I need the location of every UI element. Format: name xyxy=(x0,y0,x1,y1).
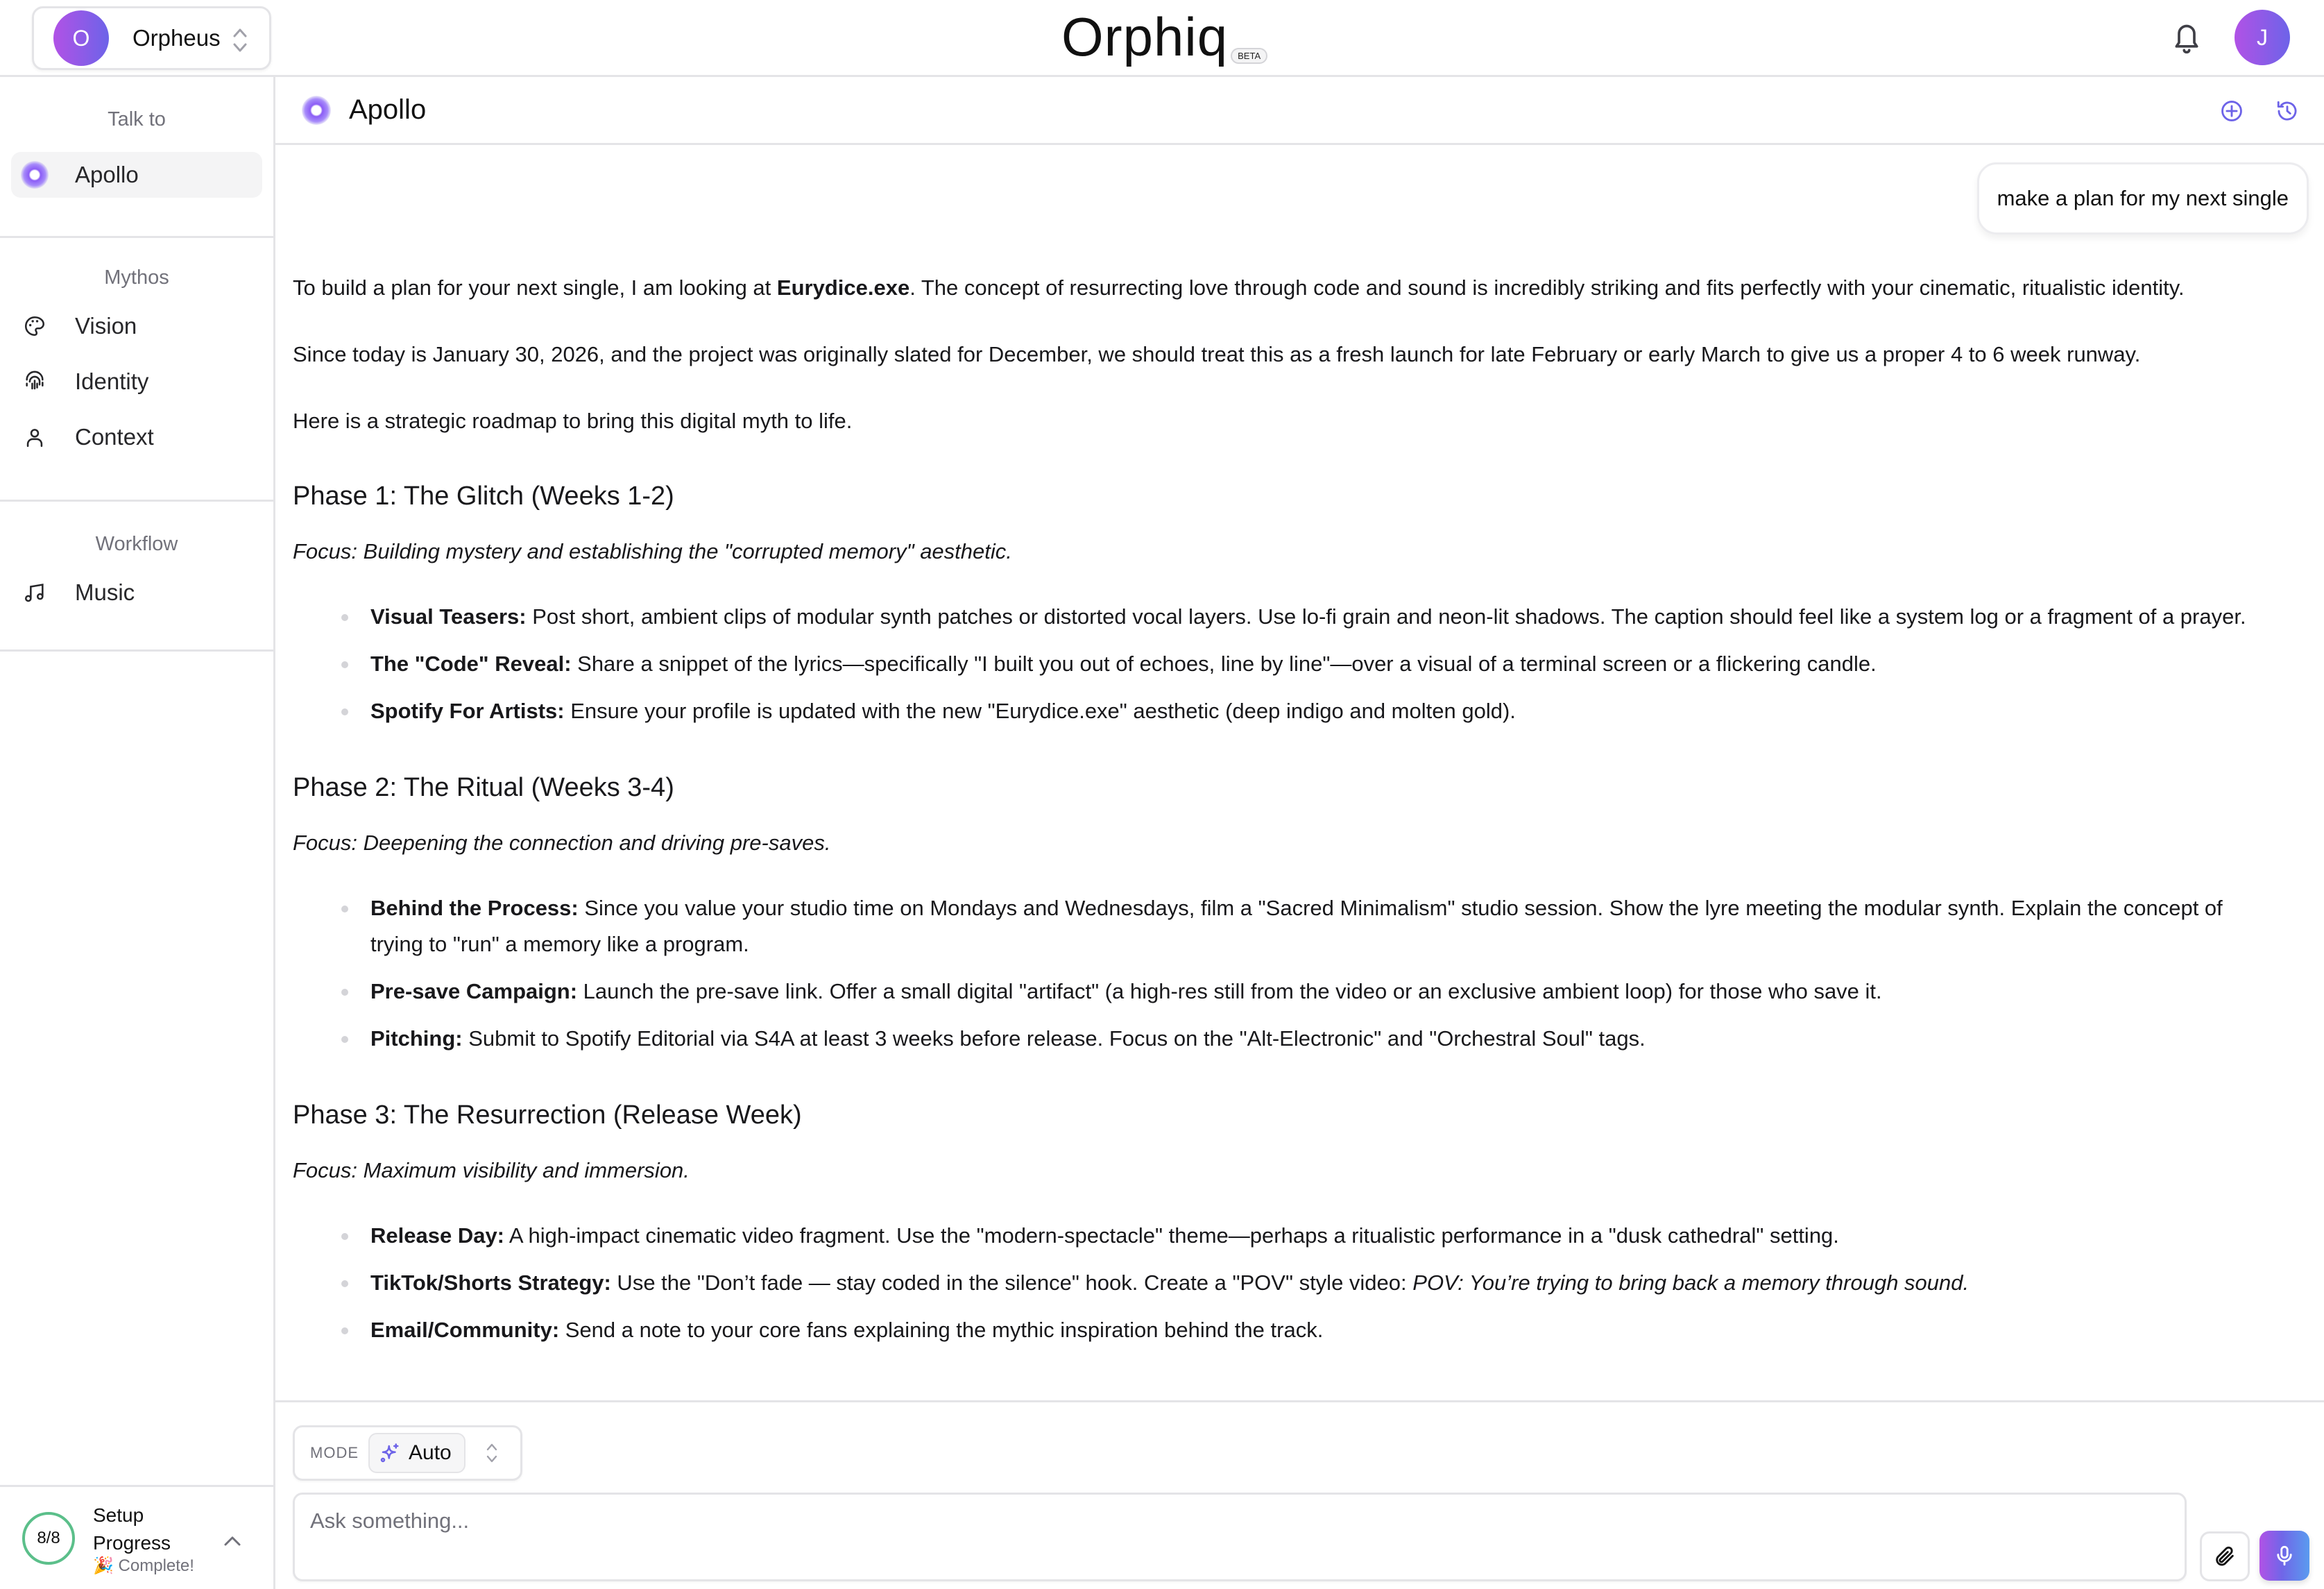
sidebar-item-music[interactable] xyxy=(11,570,262,615)
composer xyxy=(275,1400,2324,1589)
list-item: Pre-save Campaign: Launch the pre-save link. Offer a small digital "artifact" (a high-res still from the video or an exclusive ambient loop) for those who save it. xyxy=(293,974,2305,1010)
palette-icon xyxy=(21,312,49,340)
phase-heading: Phase 1: The Glitch (Weeks 1-2) xyxy=(293,482,674,511)
setup-title: Setup Progress xyxy=(93,1504,171,1554)
history-icon[interactable] xyxy=(2275,99,2299,123)
phase-focus: Focus: Deepening the connection and driving pre-saves. xyxy=(293,831,831,855)
mode-value[interactable] xyxy=(368,1433,465,1473)
sidebar-item-vision[interactable] xyxy=(11,303,262,349)
list-item: Behind the Process: Since you value your studio time on Mondays and Wednesdays, film a "Sacred Minimalism" studio session. Show the lyre meeting the modular synth. Explain the concept of trying to "run" a memory like a program. xyxy=(293,890,2305,962)
music-note-icon xyxy=(21,579,49,606)
beta-badge: BETA xyxy=(1231,48,1267,64)
message-input[interactable] xyxy=(293,1493,2187,1581)
reply-paragraph: Here is a strategic roadmap to bring this digital myth to life. xyxy=(293,409,853,433)
top-bar xyxy=(0,0,2324,77)
chevrons-up-down-icon[interactable] xyxy=(485,1441,499,1465)
microphone-button[interactable] xyxy=(2259,1531,2309,1581)
assistant-message xyxy=(293,274,2305,1390)
list-item: Spotify For Artists: Ensure your profile is updated with the new "Eurydice.exe" aesthetic (deep indigo and molten gold). xyxy=(293,693,2305,729)
brand-name: Orphiq xyxy=(1061,6,1229,67)
progress-ring: 8/8 xyxy=(22,1512,75,1565)
bell-icon[interactable] xyxy=(2171,21,2202,54)
attach-button[interactable] xyxy=(2200,1531,2250,1581)
reply-paragraph: To build a plan for your next single, I am looking at Eurydice.exe. The concept of resurrecting love through code and sound is incredibly striking and fits perfectly with your cinematic, ritualistic identity. xyxy=(293,275,2185,300)
sidebar-item-context[interactable] xyxy=(11,414,262,460)
list-item: Pitching: Submit to Spotify Editorial via S4A at least 3 weeks before release. Focus on the "Alt-Electronic" and "Orchestral Soul" tags. xyxy=(293,1021,2305,1057)
mode-label: MODE xyxy=(310,1444,359,1461)
user-message: make a plan for my next single xyxy=(1977,162,2309,235)
section-heading: Workflow xyxy=(95,533,178,555)
list-item: TikTok/Shorts Strategy: Use the "Don’t fade — stay coded in the silence" hook. Create a "POV" style video: POV: You’re trying to bring back a memory through sound. xyxy=(293,1265,2305,1301)
setup-progress[interactable] xyxy=(0,1485,273,1589)
sidebar-item-label: Identity xyxy=(75,368,149,394)
phase-list xyxy=(293,599,2305,729)
user-icon xyxy=(21,423,49,451)
list-item: Release Day: A high-impact cinematic video fragment. Use the "modern-spectacle" theme—perhaps a ritualistic performance in a "dusk cathedral" setting. xyxy=(293,1218,2305,1254)
phase-list xyxy=(293,1218,2305,1348)
sparkles-icon xyxy=(379,1443,400,1463)
apollo-orb-icon xyxy=(21,161,49,189)
list-item: Visual Teasers: Post short, ambient clips of modular synth patches or distorted vocal layers. Use lo-fi grain and neon-lit shadows. The caption should feel like a system log or a fragment of a prayer. xyxy=(293,599,2305,635)
workspace-avatar: O xyxy=(53,10,109,66)
mode-value-label: Auto xyxy=(409,1441,452,1464)
sidebar-item-label: Context xyxy=(75,424,154,450)
sidebar-item-identity[interactable] xyxy=(11,359,262,405)
setup-status: 🎉 Complete! xyxy=(93,1556,194,1575)
section-heading: Talk to xyxy=(108,108,166,130)
sidebar-item-apollo[interactable] xyxy=(11,152,262,198)
phase-heading: Phase 3: The Resurrection (Release Week) xyxy=(293,1101,802,1130)
fingerprint-icon xyxy=(21,368,49,396)
list-item: Email/Community: Send a note to your core fans explaining the mythic inspiration behind the track. xyxy=(293,1312,2305,1348)
section-heading: Mythos xyxy=(104,266,169,289)
chevrons-up-down-icon xyxy=(232,26,248,54)
phase-focus: Focus: Building mystery and establishing the "corrupted memory" aesthetic. xyxy=(293,539,1012,563)
sidebar-item-label: Vision xyxy=(75,313,137,339)
brand-logo xyxy=(1061,6,1267,68)
sidebar xyxy=(0,77,275,1589)
sidebar-item-label: Music xyxy=(75,579,135,605)
chat-title: Apollo xyxy=(349,94,427,125)
sidebar-section-workflow xyxy=(0,502,273,652)
microphone-icon xyxy=(2273,1544,2296,1567)
chat-header xyxy=(275,77,2324,145)
phase-focus: Focus: Maximum visibility and immersion. xyxy=(293,1158,690,1182)
user-avatar[interactable]: J xyxy=(2235,10,2290,65)
list-item: The "Code" Reveal: Share a snippet of the lyrics—specifically "I built you out of echoes, line by line"—over a visual of a terminal screen or a flickering candle. xyxy=(293,646,2305,682)
sidebar-item-label: Apollo xyxy=(75,162,139,187)
setup-text xyxy=(93,1502,194,1575)
sidebar-section-talk-to xyxy=(0,77,273,238)
mode-selector[interactable] xyxy=(293,1425,522,1481)
workspace-switcher[interactable] xyxy=(32,6,271,70)
sidebar-section-mythos xyxy=(0,238,273,502)
apollo-orb-icon xyxy=(302,96,331,125)
phase-heading: Phase 2: The Ritual (Weeks 3-4) xyxy=(293,773,674,802)
plus-circle-icon[interactable] xyxy=(2220,99,2244,123)
reply-paragraph: Since today is January 30, 2026, and the project was originally slated for December, we should treat this as a fresh launch for late February or early March to give us a proper 4 to 6 week runway. xyxy=(293,342,2141,366)
paperclip-icon xyxy=(2213,1545,2237,1568)
phase-list xyxy=(293,890,2305,1057)
workspace-name: Orpheus xyxy=(133,25,221,51)
message-list[interactable] xyxy=(275,145,2324,1400)
chevron-up-icon[interactable] xyxy=(223,1536,241,1547)
